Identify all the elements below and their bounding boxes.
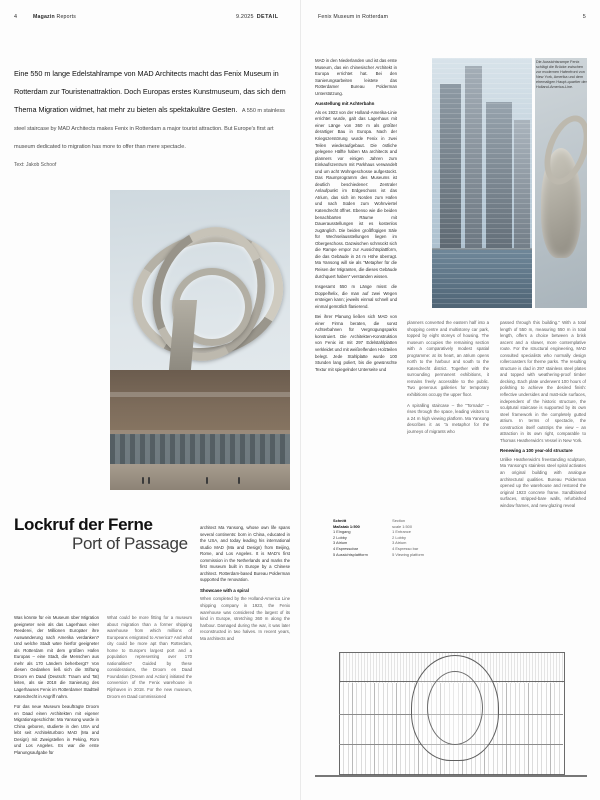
page-gutter xyxy=(300,0,301,800)
section-drawing xyxy=(315,580,587,785)
column-paragraph: Für das neue Museum beauftragte Droom en Daad einen Architekten mit eigener Migrationsgeschichte: Ma Yansong wurde in China geboren, studierte in den USA und lebt seit Architekturbüro MAD (Ma and Design) mit Zweigstellen in Peking, Rom und Los Angeles. Es war die erste Planungsaufgabe für xyxy=(14,704,99,755)
brand-name: DETAIL xyxy=(256,14,279,20)
drawing-legend xyxy=(333,518,450,557)
column-paragraph: passed through this building." With a total length of 550 m, measuring 550 m in total length, offers a choice between a brisk ascent and a slower, more contemplative route. For the structural engineering, MAD consulted specialists who normally design rollercoasters for theme parks. The resulting structure is clad in 297 stainless steel plates and topped with weathering-proof timber decking. Each plate underwent 100 hours of polishing to achieve the desired finish: reflective undersides and matt-side surfaces, independent of the historic structure, the sculptural staircase is supported by its own steel framework in the completely gutted atrium. In terms of spectacle, the construction itself outstrips the view – an attraction in its own right, comparable to Thomas Heatherwick's Vessel in New York. xyxy=(500,320,586,443)
legend-item: 5 Viewing platform xyxy=(392,551,425,557)
folio-left: 4 xyxy=(14,14,18,20)
column-paragraph: A spiralling staircase – the "Tornado" – rises through the space, leading visitors to a 24 m high viewing platform. Ma Yansong describes it as "a metaphor for the journeys of migrants who xyxy=(407,402,489,434)
legend-item: 4 Espresso bar xyxy=(392,545,419,551)
photo-glass-facade xyxy=(110,434,290,464)
legend-item: 3 Atrium xyxy=(333,540,348,546)
column-paragraph: Als es 1923 von der Holland-Amerika-Linie errichtet wurde, galt das Lagerhaus mit einer Länge von 360 m als größter derartiger Bau in Europa. Nach der Kriegszerstörung wurde Fenix in zwei Teilen wiederaufgebaut. Die östliche gelegene Hälfte haben Ma architects and planners vor einigen Jahren zum Einkaufszentrum mit Parkhaus verwandelt und um acht Wohngeschosse aufgestockt. Das Raumprogramm des Museums ist deutlich beschiedener: Zentraler Anlaufpunkt im Erdgeschoss ist das Atrium, das sich im Norden zum Hafen und nach Süden zum Wohnviertel Katendrecht öffnet. Ebenso wie die beiden benachbarten Räume mit Dauerausstellungen ist es kostenlos zugänglich. Die beiden großflügigen Säle für Wechselausstellungen liegen im Obergeschoss. Dazwischen schmückt sich die Rampe empor zur Aussichtsplattform, die das Gebäude in 24 m Höhe überragt. Ma Yansong will sie als "Metapher für die Reisen der Migranten, die dieses Gebäude durchquert haben" verstanden wissen. xyxy=(315,109,397,279)
photo-figure xyxy=(142,477,144,484)
running-head-left xyxy=(33,14,76,20)
column-subhead: Renewing a 100 year-old structure xyxy=(500,448,573,454)
lead-block xyxy=(14,63,290,168)
photo-rotterdam-skyline xyxy=(432,58,532,308)
legend-title-en: Section xyxy=(392,518,406,523)
column-paragraph: Unlike Heatherwick's freestanding sculpture, Ma Yansong's stainless steel spiral activates an original building with analogue architectural qualities. Bureau Polderman opened up the warehouse and restored the original 1923 concrete frame. Sandblasted surfaces, stripped-bare walls, refurbished window frames, and new glazing reveal xyxy=(500,456,586,508)
photo-figure xyxy=(148,477,150,484)
legend-item: 5 Aussichtsplattform xyxy=(333,551,368,557)
photo-staircase-detail xyxy=(535,58,587,308)
photo-caption: Die Aussichtsrampe Fenix schlägt die Brücke zwischen zur modernen Hafenfront von New York, Amerika und dem ehemaligen Haupt-quartier der Holland-America-Line. xyxy=(536,60,587,90)
lead-german: Eine 550 m lange Edelstahlrampe von MAD Architects macht das Fenix Museum in Rotterdam zur Touristenattraktion. Doch Europas erstes Kunstmuseum, das sich dem Thema Migration widmet, hat mehr zu bieten als spektakuläre Gesten. xyxy=(14,69,286,114)
photo-window-grid xyxy=(432,58,532,308)
legend-scale-en: scale 1:500 xyxy=(392,523,412,529)
lead-english: A 550 m stainless steel staircase by MAD Architects makes Fenix in Rotterdam a major tourist attraction. But Europe's first art museum dedicated to migration has more to offer than mere spectacle. xyxy=(14,108,285,150)
issue-line xyxy=(236,14,278,20)
drawing-ground-line xyxy=(315,775,587,777)
column-subhead: Ausstellung mit Achterbahn xyxy=(315,101,375,107)
column-paragraph: When completed by the Holland-America Line shipping company in 1923, the Fenix warehouse was considered the largest of its kind in Europe, stretching 360 m along the harbour. Damaged during the war, it was later reconstructed in two halves. In recent years, Ma architects and xyxy=(200,596,290,641)
text-column-4 xyxy=(315,58,397,503)
column-paragraph: Bei ihrer Planung ließen sich MAD von einer Firma beraten, die sonst Achterbahnen für Vergnügungsparks konstruiert. Die Architekten-Konstruktion von Fenix ist mit 297 Edelstahlplatten verkleidet und mit weißrelfenden Holzteilen belegt. Jede Stahlplatte wurde 100 Stunden lang poliert, bis die gewünschte Textur mit spiegelnder Unterseite und xyxy=(315,314,397,372)
column-paragraph: Was könnte für ein Museum über Migration geeigneter sein als das Lagerhaus einer Reederei, der Millionen Europäer ihre Auswanderung nach Amerika verdanken? Und welche Stadt wäre hierfür geeigneter als Rotterdam mit dem größten Hafen Europas – eine Stadt, die Menschen aus mehr als 170 Ländern beherbergt? Von diesen Gedanken ließ sich die Stiftung Droom en Daad (Deutsch: Traum und Tat) leiten, als sie 2018 die Sanierung des Lagerhauses Fenix im Rotterdamer Stadtteil Katendrecht in Angriff nahm. xyxy=(14,615,99,699)
folio-right: 5 xyxy=(582,14,586,20)
section-sub: Reports xyxy=(54,14,77,20)
column-paragraph: What could be more fitting for a museum about migration than a former shipping warehouse from which millions of Europeans emigrated to America? And what city could be more apt than Rotterdam, home to Europe's largest port and a population representing over 170 nationalities? Guided by these considerations, the Droom en Daad Foundation (Dream and Action) initiated the conversion of the Fenix warehouse in Rijnhaven in 2018. For the new museum, Droom en Daad commissioned xyxy=(107,615,192,699)
legend-item: 2 Lobby xyxy=(333,534,347,540)
legend-item: 1 Entrance xyxy=(392,529,411,535)
running-head-right: Fenix Museum in Rotterdam xyxy=(318,14,389,20)
section-name: Magazin xyxy=(33,14,55,20)
legend-item: 3 Atrium xyxy=(392,540,407,546)
photo-tornado-staircase xyxy=(128,224,274,364)
issue-date: 9.2025 xyxy=(236,14,254,20)
drawing-spiral-inner xyxy=(427,671,483,745)
headline-english: Port of Passage xyxy=(72,534,188,553)
legend-item: 4 Espressobar xyxy=(333,545,359,551)
hero-photo-fenix-museum xyxy=(110,190,290,490)
headline-german: Lockruf der Ferne xyxy=(14,515,153,534)
column-paragraph: MAD in den Niederlanden und ist das erste Museum, das ein chinesischer Architekt in Europa errichtet hat. Bei den Sanierungsarbeiten leistete das Rotterdamer Bureau Polderman Unterstützung. xyxy=(315,58,397,96)
legend-german xyxy=(333,518,391,557)
column-subhead: Showcase with a spiral xyxy=(200,587,249,593)
drawing-frame xyxy=(315,635,587,785)
photo-figure xyxy=(206,477,208,484)
column-paragraph: Insgesamt 550 m Länge misst die Doppelhelix, die man auf zwei Wegen ersteigen kann; jeweils einmal schnell und einmal gemütlich flanierend. xyxy=(315,284,397,309)
legend-english xyxy=(392,518,450,557)
photo-quay xyxy=(110,464,290,490)
text-column-1 xyxy=(14,615,99,793)
legend-title-de: Schnitt xyxy=(333,518,347,523)
byline: Text: Jakob Schoof xyxy=(14,162,57,168)
legend-item: 1 Eingang xyxy=(333,529,351,535)
legend-item: 2 Lobby xyxy=(392,534,406,540)
text-column-2 xyxy=(107,615,192,793)
column-paragraph: architect Ma Yansong, whose own life spans several continents: born in China, educated in the USA, and today leading his international studio MAD (Ma and Design) from Beijing, Rome, and Los Angeles. It is MAD's first commission in the Netherlands and marks the first museum built in Europe by a Chinese architect. Rotterdam-based Bureau Polderman supported the renovation. xyxy=(200,525,290,583)
photo-figure xyxy=(238,477,240,484)
text-column-5 xyxy=(407,320,489,503)
column-paragraph: planners converted the eastern half into a shopping centre and multistorey car park, topped by eight storeys of housing. The museum occupies the remaining section with a comparatively modest spatial programme: at its heart, an atrium opens north to the harbour and south to the Katendrecht district. Together with the surrounding permanent exhibitions, it remains freely accessible to the public. Two generous galleries for temporary exhibitions occupy the upper floor. xyxy=(407,320,489,398)
text-column-3 xyxy=(200,525,290,793)
legend-scale-de: Maßstab 1:500 xyxy=(333,523,360,529)
